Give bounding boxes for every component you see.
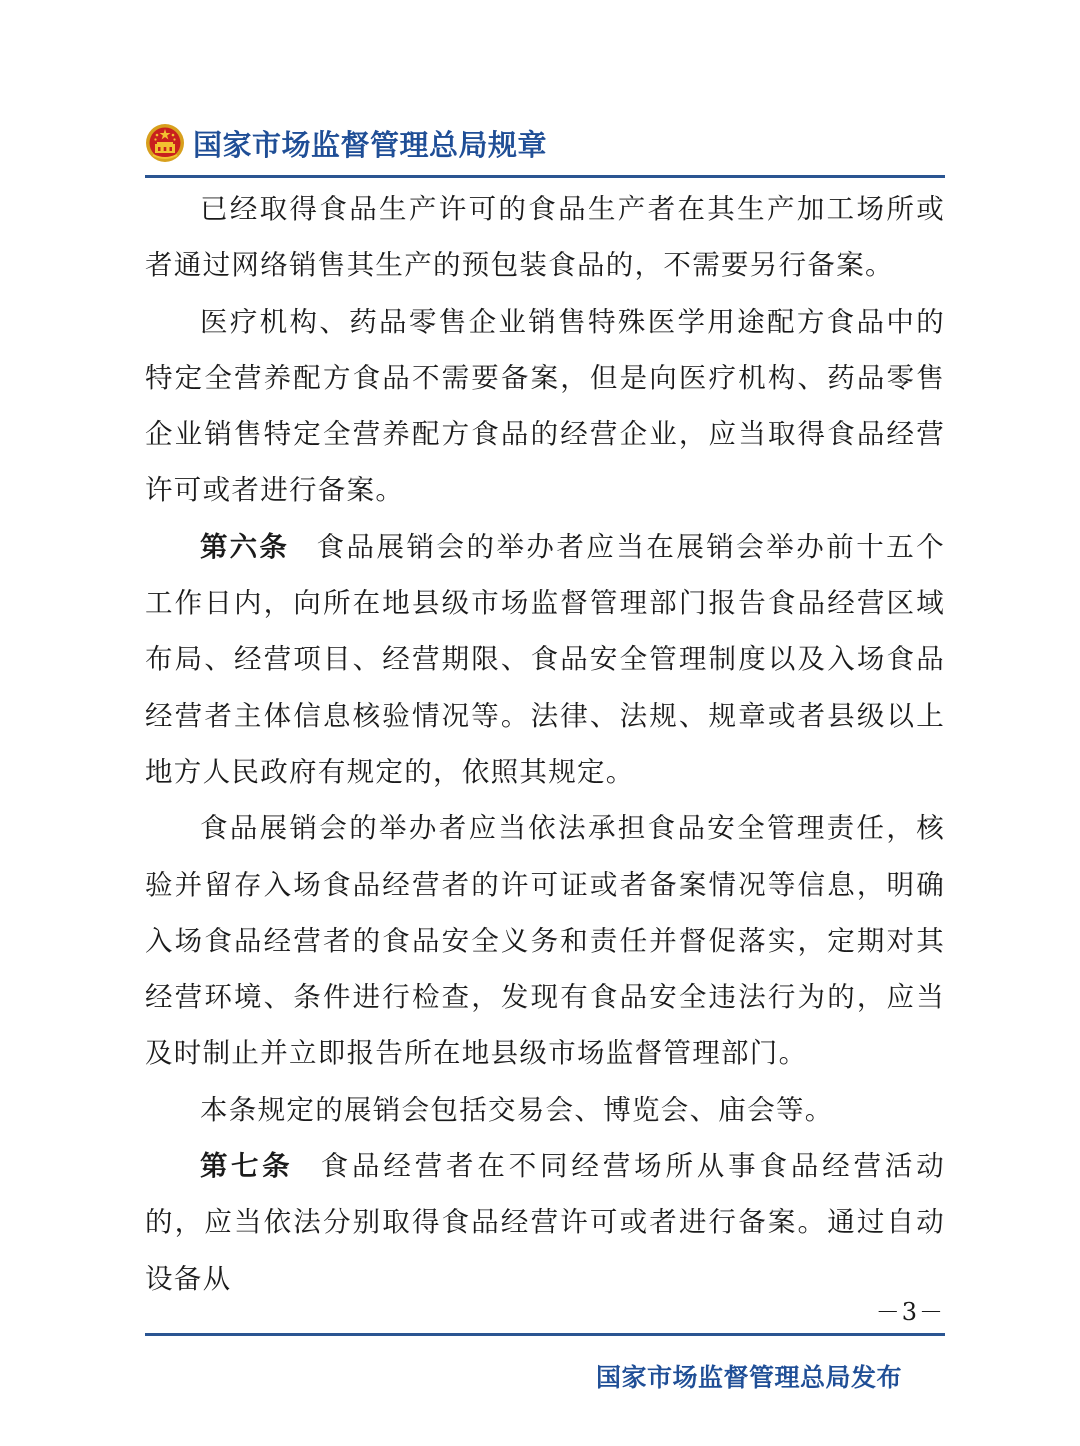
article-number: 第七条 [200,1150,294,1183]
page-number: －3－ [875,1298,945,1326]
paragraph-text: 医疗机构、药品零售企业销售特殊医学用途配方食品中的特定全营养配方食品不需要备案，但是向医疗机构、药品零售企业销售特定全营养配方食品的经营企业，应当取得食品经营许可或者进行备案。 [145,305,945,507]
paragraph-text: 本条规定的展销会包括交易会、博览会、庙会等。 [200,1093,834,1126]
footer-publisher: 国家市场监督管理总局发布 [595,1363,902,1392]
paragraph-text: 已经取得食品生产许可的食品生产者在其生产加工场所或者通过网络销售其生产的预包装食品的，不需要另行备案。 [145,193,945,282]
header-title: 国家市场监督管理总局规章 [193,127,548,162]
article-number: 第六条 [200,530,290,563]
paragraph-text: 食品展销会的举办者应当在展销会举办前十五个工作日内，向所在地县级市场监督管理部门报告食品经营区域布局、经营项目、经营期限、食品安全管理制度以及入场食品经营者主体信息核验情况等。法律、法规、规章或者县级以上地方人民政府有规定的，依照其规定。 [145,530,945,788]
national-emblem-icon [145,123,185,163]
article-7-paragraph [145,1138,945,1307]
document-header [145,118,945,168]
header-divider [145,175,945,178]
paragraph-1 [145,181,945,294]
paragraph-2 [145,294,945,519]
paragraph-text: 食品展销会的举办者应当依法承担食品安全管理责任，核验并留存入场食品经营者的许可证或者备案情况等信息，明确入场食品经营者的食品安全义务和责任并督促落实，定期对其经营环境、条件进行检查，发现有食品安全违法行为的，应当及时制止并立即报告所在地县级市场监督管理部门。 [145,812,945,1070]
paragraph-4 [145,800,945,1081]
document-body [145,181,945,1307]
paragraph-text: 食品经营者在不同经营场所从事食品经营活动的，应当依法分别取得食品经营许可或者进行备案。通过自动设备从 [145,1150,946,1295]
article-6-paragraph [145,519,945,800]
footer-divider [145,1333,945,1336]
paragraph-5 [145,1082,945,1138]
